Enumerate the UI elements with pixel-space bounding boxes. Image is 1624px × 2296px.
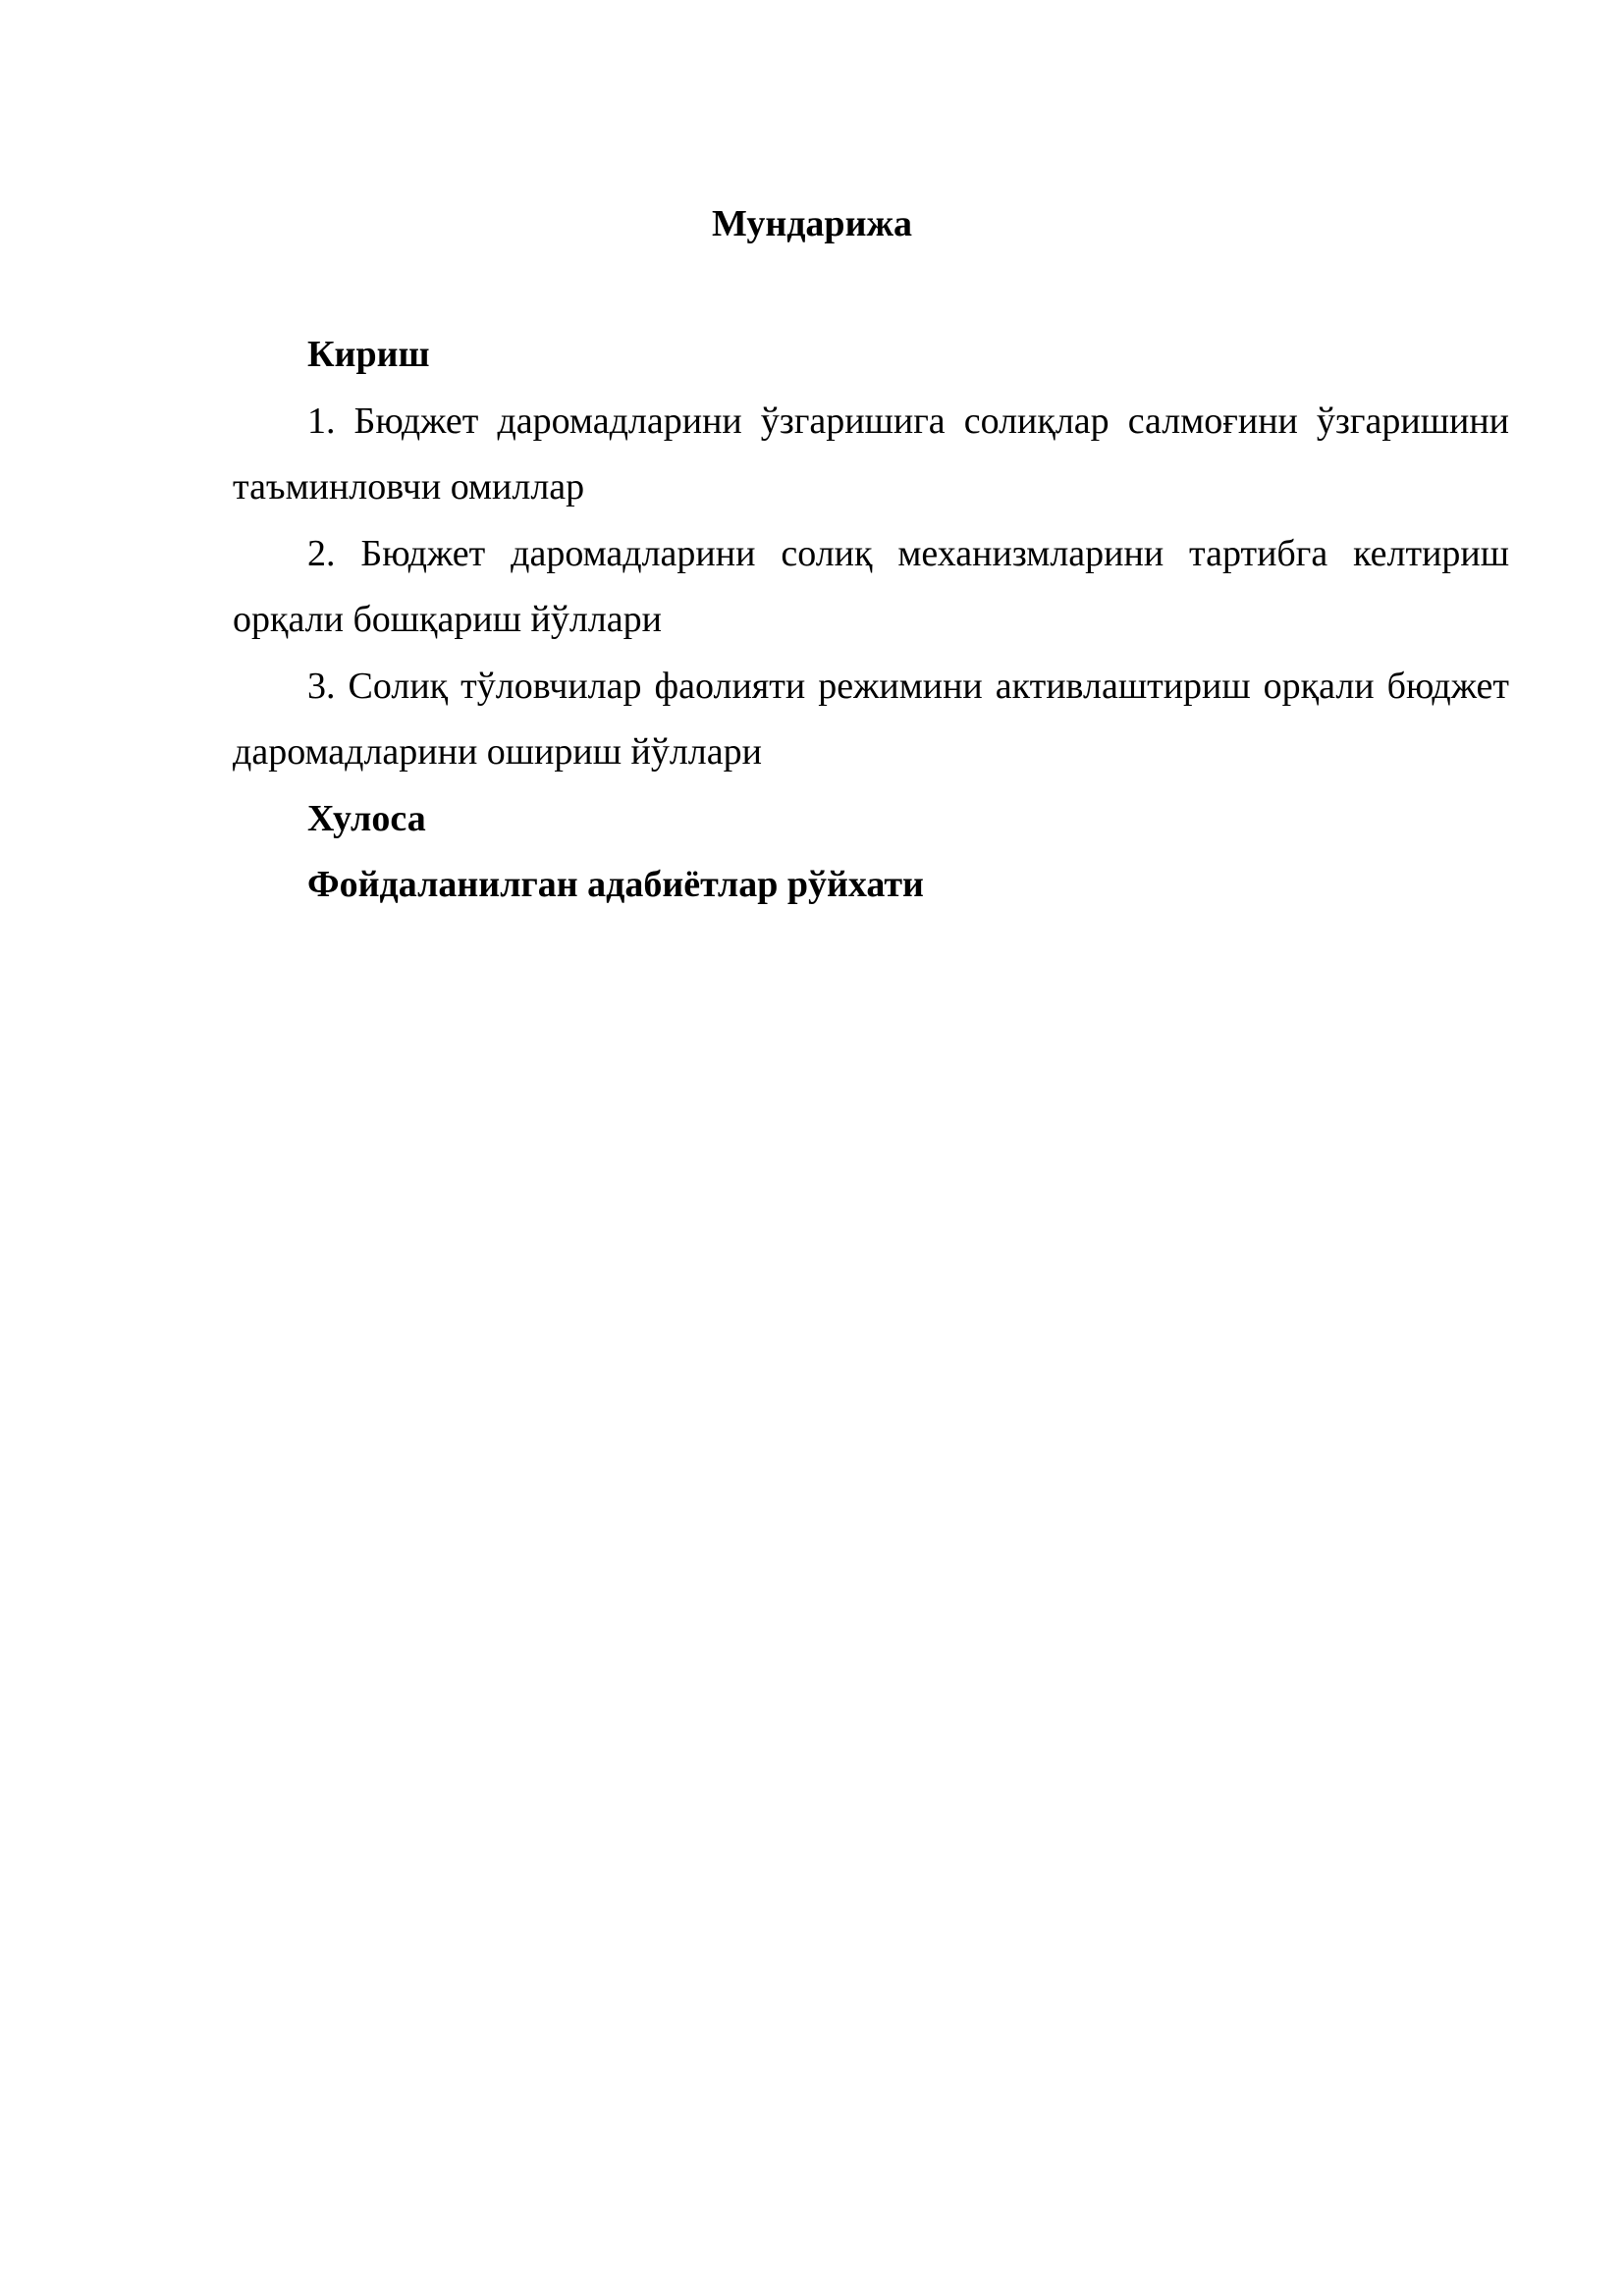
toc-item-chapter-2: 2. Бюджет даромадларини солиқ механизмларини тартибга келтириш орқали бошқариш йўллари [233, 532, 1509, 640]
toc-item-chapter-3: 3. Солиқ тўловчилар фаолияти режимини активлаштириш орқали бюджет даромадларини ошириш йўллари [233, 665, 1509, 773]
toc-item-conclusion: Хулоса [307, 797, 426, 839]
toc-item-references: Фойдаланилган адабиётлар рўйхати [307, 864, 924, 905]
table-of-contents [233, 322, 1509, 919]
page-title: Мундарижа [711, 203, 913, 244]
toc-item-chapter-1: 1. Бюджет даромадларини ўзгаришига солиқлар салмоғини ўзгаришини таъминловчи омиллар [233, 400, 1509, 507]
toc-item-introduction: Кириш [307, 334, 430, 375]
